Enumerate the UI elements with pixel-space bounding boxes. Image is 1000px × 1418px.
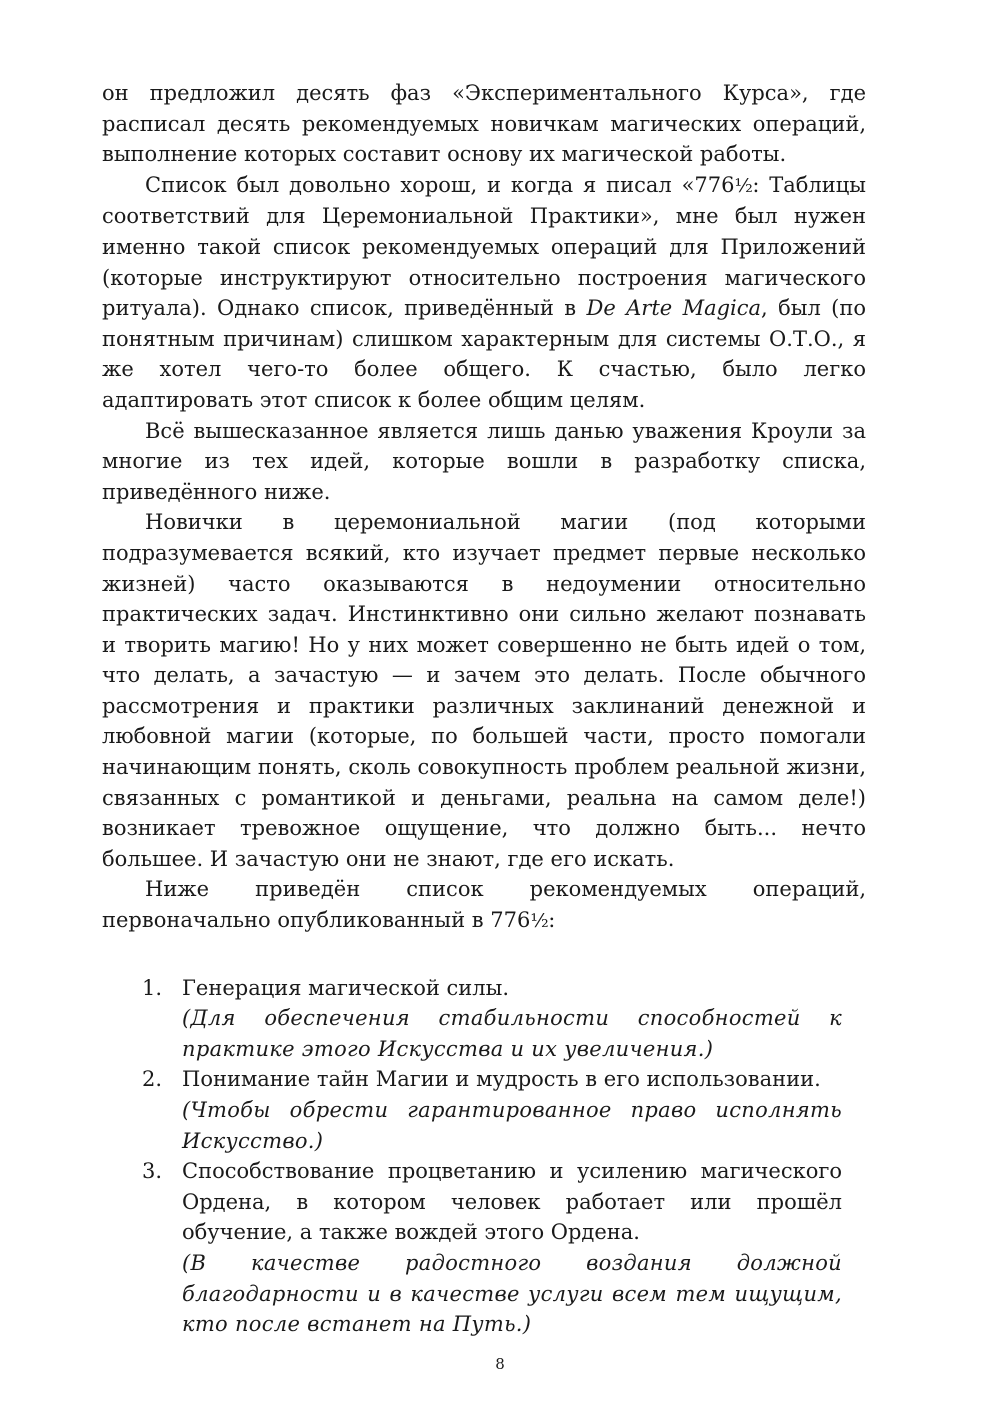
list-item-number: 2. xyxy=(142,1067,163,1092)
list-item xyxy=(102,1156,842,1340)
list-item-note: (Для обеспечения стабильности способностей к практике этого Искусства и их увеличения.) xyxy=(182,1006,842,1061)
text-run: Список был довольно хорош, и когда я писал «776 xyxy=(145,172,735,197)
list-item-title: Понимание тайн Магии и мудрость в его использовании. xyxy=(182,1067,821,1092)
body-text xyxy=(102,78,866,937)
operations-list xyxy=(102,973,866,1340)
page-body xyxy=(102,78,866,1340)
list-item-title: Способствование процветанию и усилению магического Ордена, в котором человек работает или прошёл обучение, а также вождей этого Ордена. xyxy=(182,1159,842,1245)
list-item xyxy=(102,973,842,1065)
text-run: Всё вышесказанное является лишь данью уважения Кроули за многие из тех идей, которые вошли в разработку списка, приведённого ниже. xyxy=(102,418,866,504)
fraction: ½ xyxy=(734,174,753,197)
text-run: : xyxy=(548,908,556,933)
text-run: Ниже приведён список рекомендуемых операций, первоначально опубликованный в 776 xyxy=(102,877,866,933)
list-item-note: (В качестве радостного воздания должной благодарности и в качестве услуги всем тем ищущим, кто после встанет на Путь.) xyxy=(182,1250,842,1337)
list-item-number: 1. xyxy=(142,975,163,1000)
text-run: : Таблицы соответствий для Церемониальной Практики», мне был нужен именно такой список рекомендуемых операций для Приложений (которые инструктируют относительно построения магического ритуала). Однако список, приведённый в xyxy=(102,172,866,321)
list-item xyxy=(102,1064,842,1156)
paragraph xyxy=(102,507,866,874)
paragraph xyxy=(102,874,866,936)
paragraph xyxy=(102,170,866,416)
fraction: ½ xyxy=(530,910,549,933)
paragraph xyxy=(102,78,866,170)
list-item-title: Генерация магической силы. xyxy=(182,975,509,1000)
text-run: он предложил десять фаз «Экспериментального Курса», где расписал десять рекомендуемых новичкам магических операций, выполнение которых составит основу их магической работы. xyxy=(102,81,866,167)
paragraph xyxy=(102,416,866,508)
italic-title: De Arte Magica xyxy=(586,296,762,321)
list-item-note: (Чтобы обрести гарантированное право исполнять Искусство.) xyxy=(182,1098,842,1153)
text-run: , был (по понятным причинам) слишком характерным для системы О.Т.О., я же хотел чего-то более общего. К счастью, было легко адаптировать этот список к более общим целям. xyxy=(102,296,866,412)
page-number: 8 xyxy=(495,1355,505,1373)
list-item-number: 3. xyxy=(142,1159,163,1184)
text-run: Новички в церемониальной магии (под которыми подразумевается всякий, кто изучает предмет первые несколько жизней) часто оказываются в недоумении относительно практических задач. Инстинктивно они сильно желают познавать и творить магию! Но у них может совершенно не быть идей о том, что делать, а зачастую — и зачем это делать. После обычного рассмотрения и практики различных заклинаний денежной и любовной магии (которые, по большей части, просто помогали начинающим понять, сколь совокупность проблем реальной жизни, связанных с романтикой и деньгами, реальна на самом деле!) возникает тревожное ощущение, что должно быть... нечто большее. И зачастую они не знают, где его искать. xyxy=(102,510,866,871)
